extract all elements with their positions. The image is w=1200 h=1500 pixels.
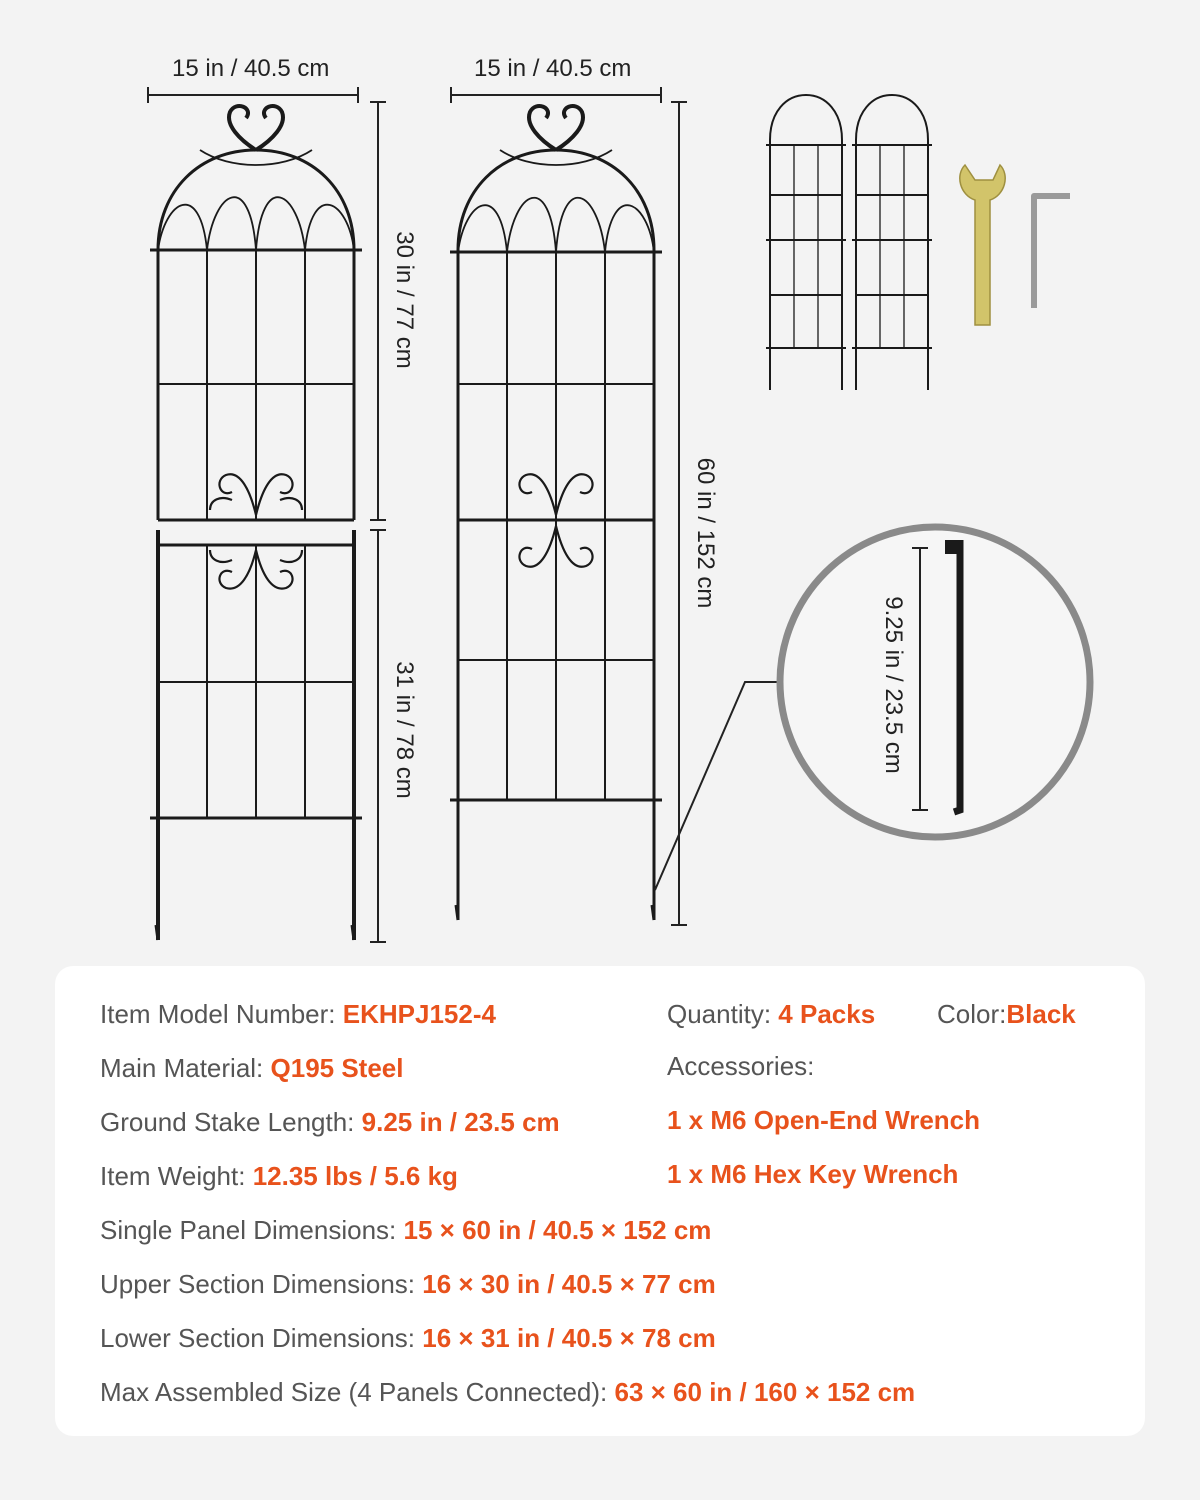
specs-card [55,966,1145,1436]
max-size-label: Max Assembled Size (4 Panels Connected): [100,1377,608,1407]
model-value: EKHPJ152-4 [342,999,496,1029]
stake-value: 9.25 in / 23.5 cm [361,1107,560,1137]
stake-row [100,1107,560,1138]
single-panel-label: Single Panel Dimensions: [100,1215,397,1245]
right-panel [450,106,662,920]
material-row [100,1053,404,1084]
weight-row [100,1161,458,1192]
accessory-hex-key: 1 x M6 Hex Key Wrench [667,1159,959,1189]
quantity-label: Quantity: [667,999,772,1029]
packaged-panels [766,95,932,390]
accessories-label: Accessories: [667,1051,815,1081]
color-label: Color: [937,999,1007,1029]
open-end-wrench-icon [960,165,1005,325]
weight-value: 12.35 lbs / 5.6 kg [252,1161,458,1191]
quantity-value: 4 Packs [778,999,876,1029]
color-row [937,999,1076,1030]
stake-label: Ground Stake Length: [100,1107,355,1137]
upper-section-label: Upper Section Dimensions: [100,1269,416,1299]
model-label: Item Model Number: [100,999,336,1029]
lower-height-label: 31 in / 78 cm [391,661,418,799]
accessory-wrench: 1 x M6 Open-End Wrench [667,1105,981,1135]
lower-section-label: Lower Section Dimensions: [100,1323,416,1353]
left-width-label: 15 in / 40.5 cm [172,55,330,82]
max-size-value: 63 × 60 in / 160 × 152 cm [614,1377,916,1407]
hex-key-icon [1034,196,1070,308]
single-panel-row [100,1215,711,1246]
color-value: Black [1006,999,1076,1029]
single-panel-value: 15 × 60 in / 40.5 × 152 cm [403,1215,712,1245]
material-value: Q195 Steel [270,1053,404,1083]
upper-section-value: 16 × 30 in / 40.5 × 77 cm [422,1269,716,1299]
lower-section-value: 16 × 31 in / 40.5 × 78 cm [422,1323,716,1353]
upper-section-row [100,1269,716,1300]
left-panel [150,106,362,940]
quantity-row [667,999,875,1030]
right-width-label: 15 in / 40.5 cm [474,55,632,82]
lower-section-row [100,1323,716,1354]
stake-zoom-circle [780,527,1090,837]
material-label: Main Material: [100,1053,264,1083]
weight-label: Item Weight: [100,1161,246,1191]
total-height-label: 60 in / 152 cm [692,457,719,609]
model-row [100,999,496,1030]
upper-height-label: 30 in / 77 cm [391,231,418,369]
max-size-row [100,1377,915,1408]
stake-length-label: 9.25 in / 23.5 cm [880,596,907,774]
